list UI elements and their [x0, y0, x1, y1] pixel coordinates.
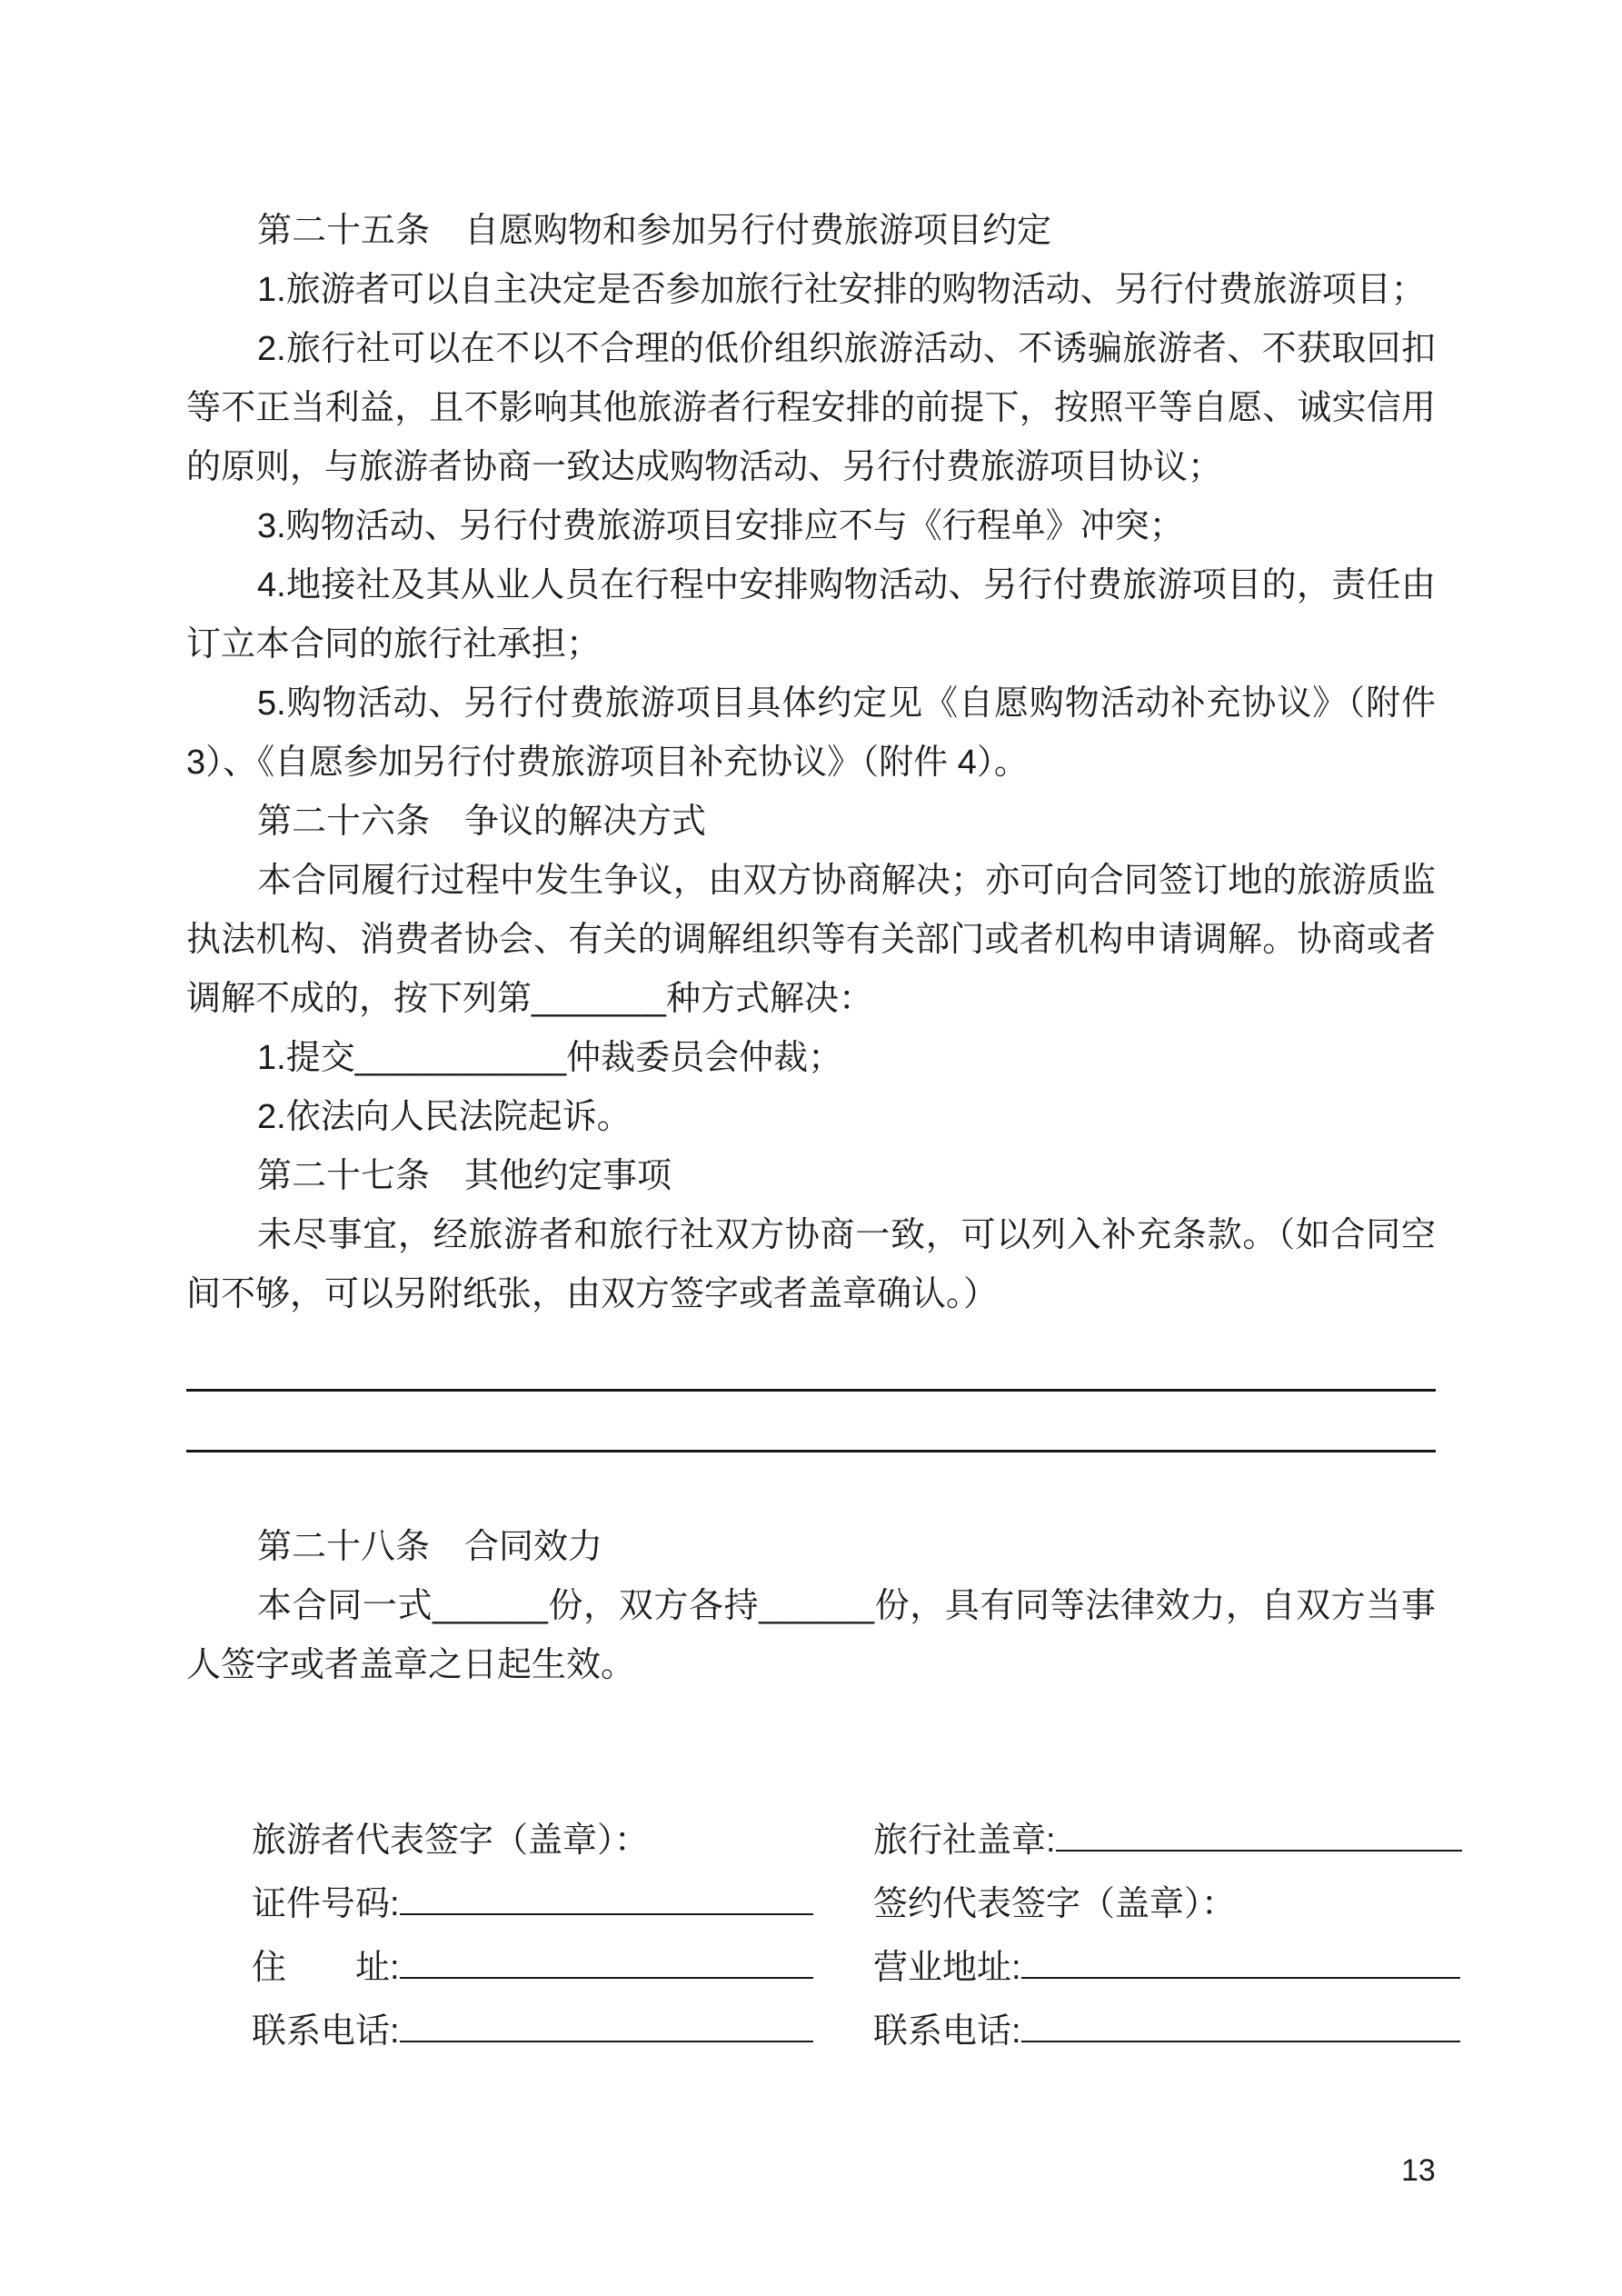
supplementary-writein-line-1: [186, 1389, 1436, 1392]
traveler-id-number-label: 证件号码:: [252, 1885, 400, 1923]
article-25-heading: 第二十五条 自愿购物和参加另行付费旅游项目约定: [257, 212, 1052, 250]
article-27-heading: 第二十七条 其他约定事项: [257, 1157, 672, 1195]
agency-seal-blank-line: [1056, 1839, 1462, 1852]
article-28-body: 本合同一式______份，双方各持______份，具有同等法律效力，自双方当事人签字或者盖章之日起生效。: [186, 1587, 1436, 1684]
contract-body-upper: [186, 202, 1436, 1324]
article-25-item-3: 3.购物活动、另行付费旅游项目安排应不与《行程单》冲突；: [257, 507, 1184, 545]
traveler-id-number-row: [252, 1872, 813, 1936]
agency-business-address-row: [873, 1936, 1462, 2000]
traveler-address-blank-line: [400, 1966, 813, 1979]
traveler-id-number-blank-line: [400, 1902, 813, 1915]
agency-phone-label: 联系电话:: [873, 2012, 1021, 2051]
agency-representative-signature-label: 签约代表签字（盖章）：: [873, 1885, 1237, 1923]
agency-business-address-label: 营业地址:: [873, 1949, 1021, 1987]
supplementary-writein-line-2: [186, 1450, 1436, 1452]
page-number: 13: [1401, 2153, 1436, 2188]
traveler-phone-blank-line: [400, 2030, 813, 2042]
agency-representative-signature-row: [873, 1872, 1462, 1936]
article-26-option-2: 2.依法向人民法院起诉。: [257, 1098, 632, 1136]
article-25-item-1: 1.旅游者可以自主决定是否参加旅行社安排的购物活动、另行付费旅游项目；: [257, 271, 1426, 309]
agency-phone-blank-line: [1021, 2030, 1460, 2042]
article-25-item-4: 4.地接社及其从业人员在行程中安排购物活动、另行付费旅游项目的，责任由订立本合同的旅行社承担；: [186, 566, 1436, 664]
signature-block-traveler: [252, 1809, 813, 2063]
agency-seal-label: 旅行社盖章:: [873, 1822, 1056, 1860]
article-26-intro: 本合同履行过程中发生争议，由双方协商解决；亦可向合同签订地的旅游质监执法机构、消费者协会、有关的调解组织等有关部门或者机构申请调解。协商或者调解不成的，按下列第_______种方式解决：: [186, 862, 1436, 1018]
traveler-phone-label: 联系电话:: [252, 2012, 400, 2051]
contract-body-effect: [186, 1518, 1436, 1695]
traveler-address-label: 住 址:: [252, 1949, 400, 1987]
traveler-signature-label: 旅游者代表签字（盖章）：: [252, 1822, 650, 1860]
article-25-item-2: 2.旅行社可以在不以不合理的低价组织旅游活动、不诱骗旅游者、不获取回扣等不正当利益，且不影响其他旅游者行程安排的前提下，按照平等自愿、诚实信用的原则，与旅游者协商一致达成购物活动、另行付费旅游项目协议；: [186, 330, 1436, 486]
article-25-item-5: 5.购物活动、另行付费旅游项目具体约定见《自愿购物活动补充协议》（附件 3）、《自愿参加另行付费旅游项目补充协议》（附件 4）。: [186, 684, 1436, 782]
traveler-phone-row: [252, 2000, 813, 2063]
article-27-body: 未尽事宜，经旅游者和旅行社双方协商一致，可以列入补充条款。（如合同空间不够，可以另附纸张，由双方签字或者盖章确认。）: [186, 1216, 1436, 1313]
article-26-option-1: 1.提交___________仲裁委员会仲裁；: [257, 1039, 843, 1077]
traveler-address-row: [252, 1936, 813, 2000]
agency-phone-row: [873, 2000, 1462, 2063]
agency-business-address-blank-line: [1021, 1966, 1460, 1979]
article-26-heading: 第二十六条 争议的解决方式: [257, 803, 707, 841]
signature-block-agency: [873, 1809, 1462, 2063]
agency-seal-row: [873, 1809, 1462, 1872]
traveler-signature-row: [252, 1809, 813, 1872]
article-28-heading: 第二十八条 合同效力: [257, 1528, 603, 1566]
